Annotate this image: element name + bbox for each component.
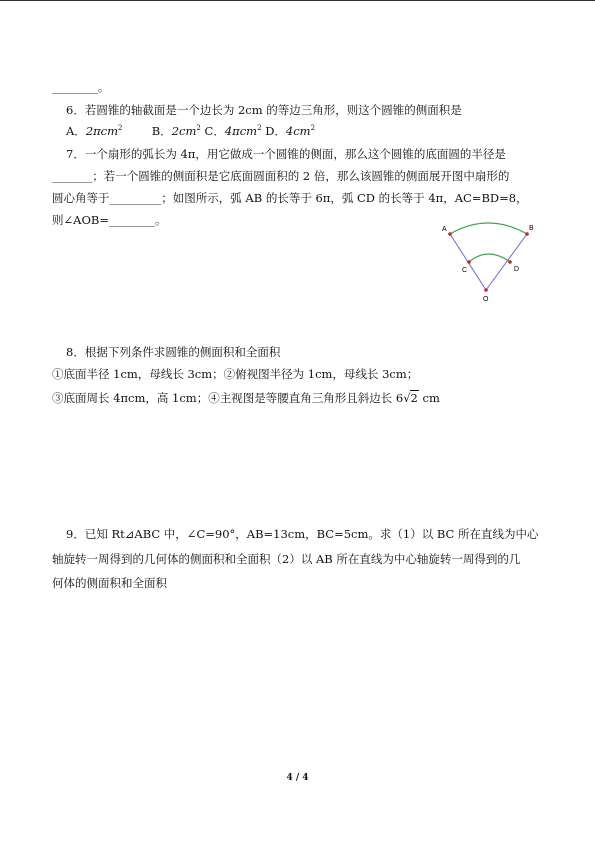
sector-figure [436,220,544,304]
point-b [525,232,529,236]
q6-option-c-exp: 2 [257,124,262,133]
label-d: D [514,266,520,273]
q6-option-b-exp: 2 [196,124,201,133]
q7-line-1: 7．一个扇形的弧长为 4π，用它做成一个圆锥的侧面，那么这个圆锥的底面圆的半径是 [66,147,506,161]
q8-line-2 [52,390,440,405]
q6-option-a-label: A． [66,124,86,138]
q6-options [66,124,315,138]
q7-line-2: _______；若一个圆锥的侧面积是它底面圆面积的 2 倍，那么该圆锥的侧面展开图中扇形的 [52,169,510,183]
q6-option-a-exp: 2 [118,124,123,133]
arc-ab [450,223,527,234]
q7-line-4: 则∠AOB=________。 [52,213,167,227]
q8-line-1: ①底面半径 1cm，母线长 3cm；②俯视图半径为 1cm，母线长 3cm； [52,367,419,381]
q6-option-b-value: 2cm [171,124,197,138]
q8-stem: 8．根据下列条件求圆锥的侧面积和全面积 [66,345,281,359]
top-rule [0,0,595,1]
q6-option-c-label: C． [204,124,225,138]
point-a [448,232,452,236]
page-number: 4 / 4 [286,773,309,783]
q6-option-d-value: 4cm [285,124,311,138]
label-o: O [483,296,489,303]
arc-cd [469,254,510,262]
q6-option-b-label: B． [151,124,172,138]
point-o [484,288,488,292]
q5-answer-blank: ________。 [52,80,110,94]
point-d [508,260,512,264]
q7-line-3: 圆心角等于_________；如图所示，弧 AB 的长等于 6π，弧 CD 的长等于 4π，AC=BD=8， [52,191,528,205]
q8-line-2-text: ③底面周长 4πcm，高 1cm；④主视图是等腰直角三角形且斜边长 [52,391,396,405]
segment-ob [486,234,527,290]
q8-coefficient: 6 [395,391,404,405]
point-c [467,260,471,264]
q8-unit: cm [418,391,440,405]
q9-line-1: 9．已知 Rt⊿ABC 中，∠C=90°，AB=13cm，BC=5cm。求（1）以 BC 所在直线为中心 [66,527,539,541]
q6-option-d-label: D． [265,124,286,138]
q8-radicand: 2 [410,391,418,405]
label-c: C [462,267,468,274]
q9-line-2: 轴旋转一周得到的几何体的侧面积和全面积（2）以 AB 所在直线为中心轴旋转一周得到的几 [52,552,521,566]
q9-line-3: 何体的侧面积和全面积 [52,576,167,590]
q6-option-d-exp: 2 [310,124,316,133]
q6-option-c-value: 4πcm [224,124,258,138]
sqrt-icon: √ [403,391,411,405]
label-b: B [529,225,534,232]
q6-option-a-value: 2πcm [85,124,119,138]
q6-stem: 6．若圆锥的轴截面是一个边长为 2cm 的等边三角形，则这个圆锥的侧面积是 [66,103,462,117]
label-a: A [442,226,447,233]
